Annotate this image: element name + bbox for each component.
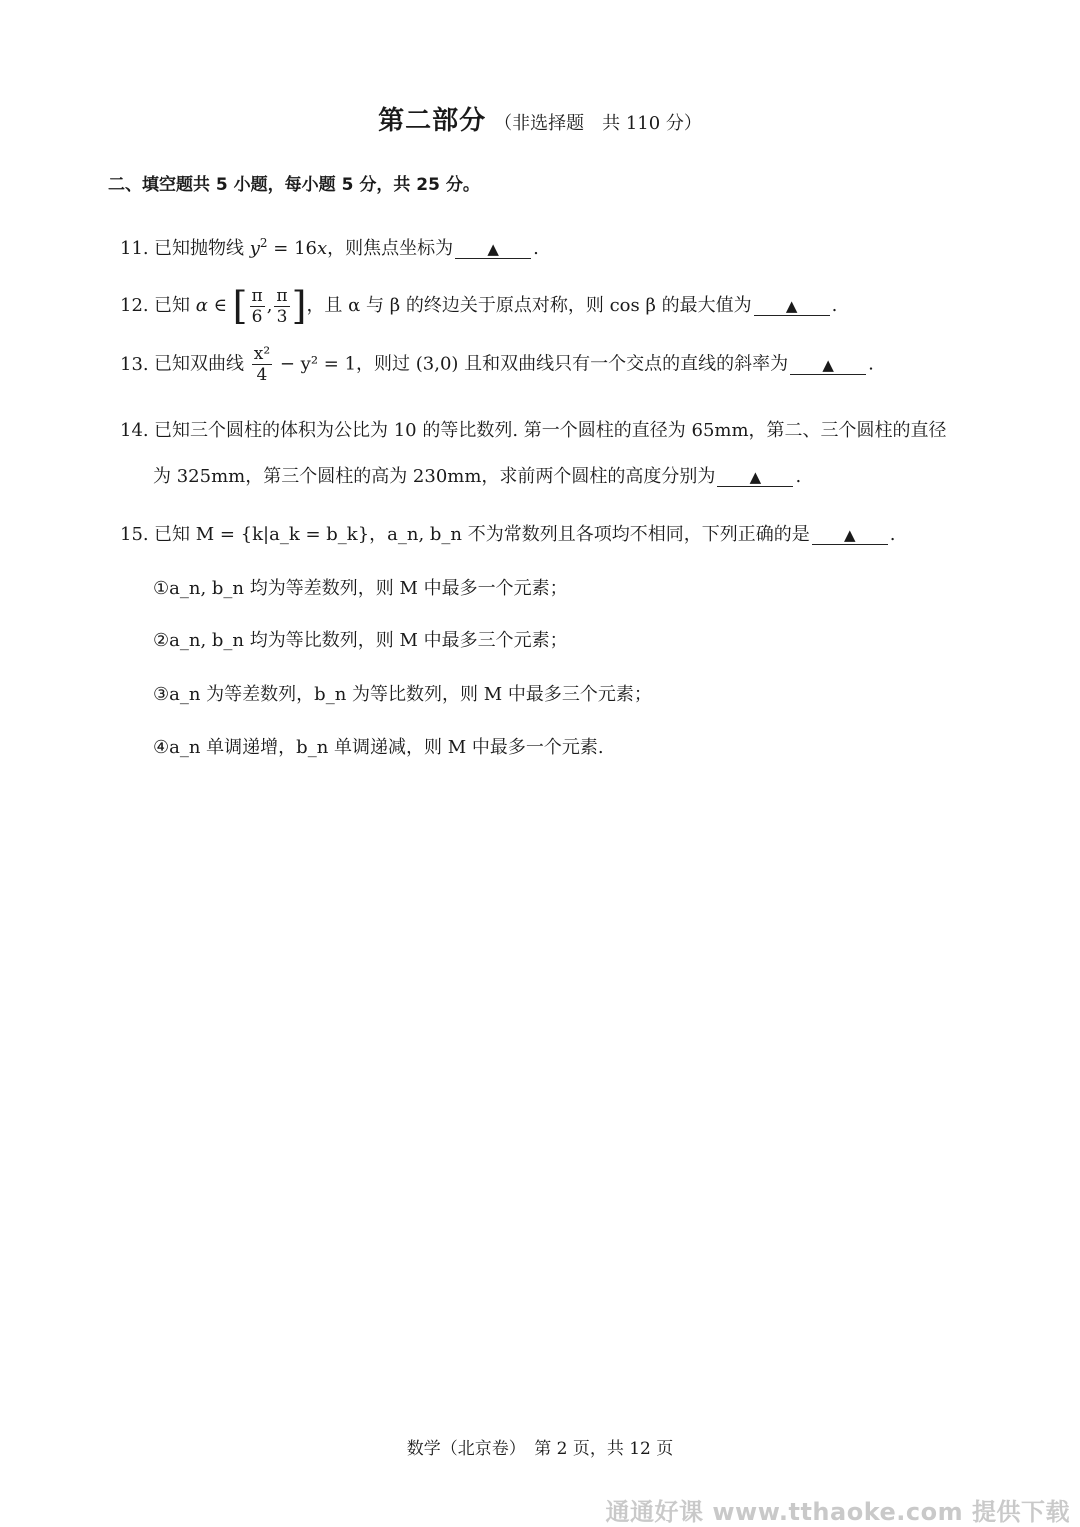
question-end: .	[868, 353, 874, 375]
question-text: ，则焦点坐标为	[327, 238, 454, 259]
question-text: ，且 α 与 β 的终边关于原点对称，则 cos β 的最大值为	[306, 295, 752, 316]
math-op: ∈	[207, 295, 233, 316]
part-title	[0, 100, 1080, 137]
question-text: 已知 M = {k|a_k = b_k}，a_n, b_n 不为常数列且各项均不相同，下列正确的是	[154, 524, 810, 545]
question-text: 已知抛物线	[154, 238, 250, 259]
numerator: x²	[253, 344, 271, 364]
math-sup: 2	[259, 236, 268, 250]
denominator: 3	[276, 306, 288, 327]
denominator: 4	[256, 365, 268, 385]
question-12: 12. 已知 α ∈ [ $\frac{\pi}{6}$ , $\frac{\pi}{3}$ ]，且 α 与 β 的终边关于原点对称，则 cos β 的最大值为 ▲ .	[120, 284, 838, 328]
question-end: .	[795, 466, 802, 487]
denominator: 6	[251, 306, 263, 327]
question-14-line2	[153, 462, 801, 488]
question-text: − y² = 1，则过 (3,0) 且和双曲线只有一个交点的直线的斜率为	[274, 353, 789, 375]
numerator: π	[251, 285, 263, 306]
question-13	[120, 344, 874, 385]
right-bracket: ]	[291, 284, 307, 328]
section-heading: 二、填空题共 5 小题，每小题 5 分，共 25 分。	[108, 175, 480, 195]
question-number: 15.	[120, 524, 149, 545]
question-text: 为 325mm，第三个圆柱的高为 230mm，求前两个圆柱的高度分别为	[153, 466, 716, 487]
answer-blank: ▲	[790, 356, 866, 375]
answer-blank: ▲	[717, 468, 793, 487]
page-footer: 数学（北京卷） 第 2 页，共 12 页	[406, 1439, 674, 1459]
fraction	[250, 286, 265, 327]
fraction	[252, 344, 272, 385]
question-number: 11.	[120, 238, 149, 259]
question-number: 14.	[120, 420, 149, 441]
question-text: 已知	[154, 295, 196, 316]
question-number: 13.	[120, 353, 149, 375]
question-text: 已知双曲线	[154, 353, 250, 375]
option-1: ①a_n, b_n 均为等差数列，则 M 中最多一个元素；	[153, 578, 568, 599]
math-var: α	[195, 295, 208, 316]
answer-blank: ▲	[455, 240, 531, 259]
math-var: x	[316, 238, 328, 259]
left-bracket: [	[232, 284, 248, 328]
question-15	[120, 520, 895, 546]
part-title-sub: （非选择题 共 110 分）	[494, 113, 702, 134]
fraction	[274, 286, 289, 327]
question-number: 12.	[120, 295, 149, 316]
option-2: ②a_n, b_n 均为等比数列，则 M 中最多三个元素；	[153, 630, 568, 651]
option-4: ④a_n 单调递增，b_n 单调递减，则 M 中最多一个元素.	[153, 737, 604, 758]
answer-blank: ▲	[812, 526, 888, 545]
question-11	[120, 234, 539, 260]
answer-blank: ▲	[754, 297, 830, 316]
question-end: .	[533, 238, 539, 259]
math-eq: = 16	[267, 238, 317, 259]
question-end: .	[889, 524, 896, 545]
math-var: y	[249, 238, 260, 259]
option-3: ③a_n 为等差数列，b_n 为等比数列，则 M 中最多三个元素；	[153, 684, 652, 705]
question-14	[120, 416, 947, 442]
question-end: .	[831, 295, 838, 316]
question-text: 已知三个圆柱的体积为公比为 10 的等比数列. 第一个圆柱的直径为 65mm，第二、三个圆柱的直径	[154, 420, 947, 441]
watermark: 通通好课 www.tthaoke.com 提供下载	[605, 1498, 1070, 1526]
part-title-main: 第二部分	[378, 106, 487, 136]
numerator: π	[276, 285, 288, 306]
